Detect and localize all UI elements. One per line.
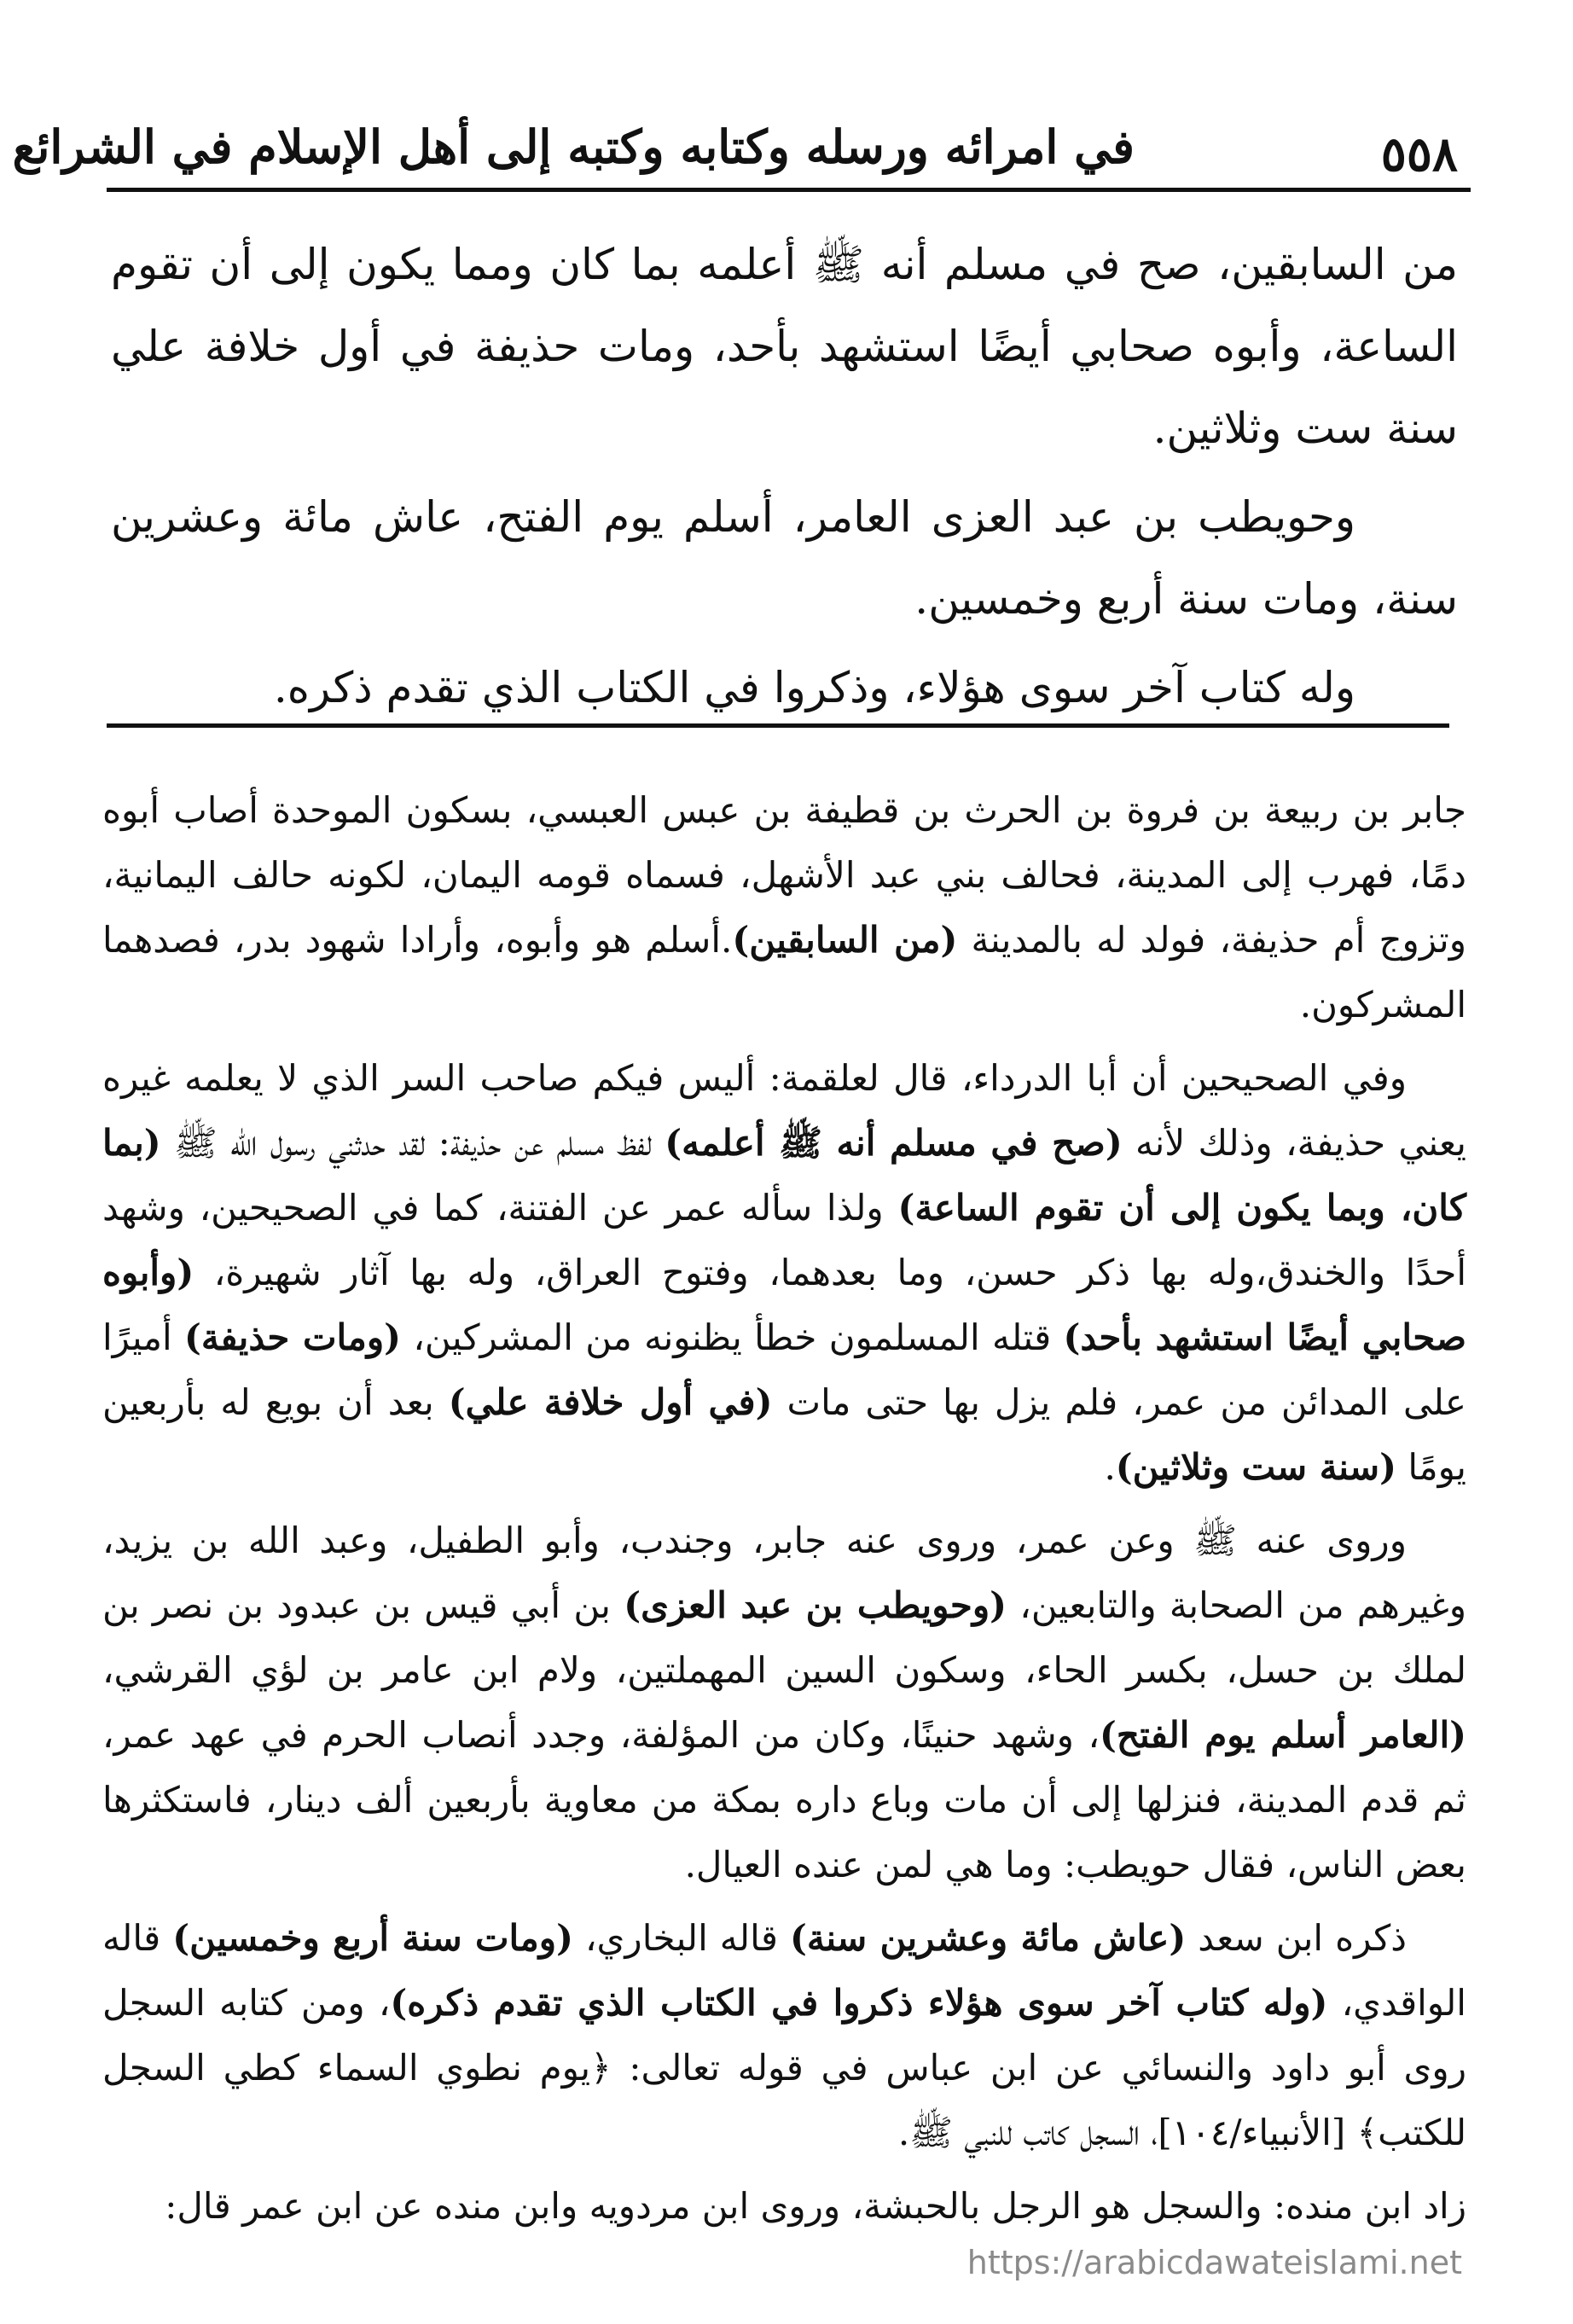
commentary-text: وروى عنه ﷺ وعن عمر، وروى عنه جابر، وجندب، وأبو الطفيل، وعبد الله بن يزيد، وغيرهم من الصحابة والتابعين،: [102, 1519, 1466, 1626]
quoted-phrase: (العامر أسلم يوم الفتح): [1100, 1714, 1466, 1756]
quoted-phrase: (صح في مسلم أنه ﷺ أعلمه): [665, 1122, 1123, 1164]
quoted-phrase: (في أول خلافة علي): [448, 1381, 773, 1423]
quoted-phrase: (وأبوه صحابي أيضًا استشهد بأحد): [102, 1252, 1466, 1358]
commentary-paragraph-1: [102, 778, 1466, 1037]
quoted-phrase: (وحويطب بن عبد العزى): [624, 1584, 1007, 1626]
quoted-phrase: (بما كان، وبما يكون إلى أن تقوم الساعة): [102, 1122, 1466, 1229]
commentary-text: قاله البخاري،: [572, 1917, 790, 1959]
commentary-text: أميرًا على المدائن من عمر، فلم يزل بها حتى مات: [102, 1316, 1466, 1423]
commentary-paragraph-5: زاد ابن منده: والسجل هو الرجل بالحبشة، وروى ابن مردويه وابن منده عن ابن عمر قال:: [165, 2185, 1466, 2227]
commentary-text: قاله الواقدي،: [102, 1917, 1466, 2024]
quoted-phrase: (وله كتاب آخر سوى هؤلاء ذكروا في الكتاب الذي تقدم ذكره): [390, 1982, 1328, 2024]
quoted-phrase: (عاش مائة وعشرين سنة): [789, 1917, 1187, 1959]
commentary-text: .أسلم هو وأبوه، وأرادا شهود بدر، فصدهما المشركون.: [102, 919, 1466, 1025]
commentary-paragraph-4: [102, 1906, 1466, 2165]
quoted-phrase: (من السابقين): [732, 919, 958, 961]
commentary-text: لفظ مسلم عن حذيفة: لقد حدثني رسول الله ﷺ: [160, 1122, 665, 1164]
quoted-phrase: (ومات حذيفة): [184, 1316, 401, 1358]
main-text: [111, 224, 1458, 735]
commentary-text: ولذا سأله عمر عن الفتنة، كما في الصحيحين، وشهد أحدًا والخندق،وله بها ذكر حسن، وما بعدهما، وفتوح العراق، وله بها آثار شهيرة،: [102, 1187, 1466, 1293]
main-text-rule: [107, 723, 1449, 728]
main-paragraph-3: وله كتاب آخر سوى هؤلاء، وذكروا في الكتاب الذي تقدم ذكره.: [273, 663, 1355, 712]
commentary-text: .: [1104, 1446, 1116, 1488]
commentary-text: قتله المسلمون خطأ يظنونه من المشركين،: [400, 1316, 1064, 1358]
running-title: في امرائه ورسله وكتابه وكتبه إلى أهل الإسلام في الشرائع: [12, 119, 1135, 174]
commentary-text: بعد أن بويع له بأربعين يومًا: [102, 1381, 1466, 1488]
commentary-text: بن أبي قيس بن عبدود بن نصر بن لملك بن حسل، بكسر الحاء، وسكون السين المهملتين، ولام ابن عامر بن لؤي القرشي،: [102, 1584, 1466, 1691]
quoted-phrase: (سنة ست وثلاثين): [1115, 1446, 1396, 1488]
header-rule: [107, 188, 1471, 192]
commentary-text: جابر بن ربيعة بن فروة بن الحرث بن قطيفة بن عبس العبسي، بسكون الموحدة أصاب أبوه دمًا، فهرب إلى المدينة، فحالف بني عبد الأشهل، فسماه قومه اليمان، لكونه حالف اليمانية، وتزوج أم حذيفة، فولد له بالمدينة: [102, 789, 1466, 961]
commentary-text: ذكره ابن سعد: [1186, 1917, 1407, 1959]
commentary-paragraph-3: [102, 1508, 1466, 1897]
page-number: ٥٥٨: [1380, 126, 1458, 183]
main-paragraph-2: وحويطب بن عبد العزى العامر، أسلم يوم الفتح، عاش مائة وعشرين سنة، ومات سنة أربع وخمسين.: [111, 492, 1458, 624]
commentary-paragraph-2: [102, 1046, 1466, 1500]
commentary-text: ، وشهد حنينًا، وكان من المؤلفة، وجدد أنصاب الحرم في عهد عمر، ثم قدم المدينة، فنزلها إلى أن مات وباع داره بمكة من معاوية بأربعين ألف دينار، فاستكثرها بعض الناس، فقال حويطب: وما هي لمن عنده العيال.: [102, 1714, 1466, 1885]
commentary-text: وفي الصحيحين أن أبا الدرداء، قال لعلقمة: أليس فيكم صاحب السر الذي لا يعلمه غيره يعني حذيفة، وذلك لأنه: [102, 1057, 1466, 1164]
commentary-text: ، ومن كتابه السجل روى أبو داود والنسائي عن ابن عباس في قوله تعالى: ﴿يوم نطوي السماء كطي السجل للكتب﴾ [الأنبياء/١٠٤]، السجل كاتب للنبي ﷺ.: [102, 1982, 1466, 2153]
quoted-phrase: (ومات سنة أربع وخمسين): [172, 1917, 573, 1959]
main-paragraph-1: من السابقين، صح في مسلم أنه ﷺ أعلمه بما كان ومما يكون إلى أن تقوم الساعة، وأبوه صحابي أيضًا استشهد بأحد، ومات حذيفة في أول خلافة علي سنة ست وثلاثين.: [111, 240, 1458, 453]
commentary: [102, 778, 1466, 2247]
watermark: https://arabicdawateislami.net: [966, 2244, 1462, 2281]
